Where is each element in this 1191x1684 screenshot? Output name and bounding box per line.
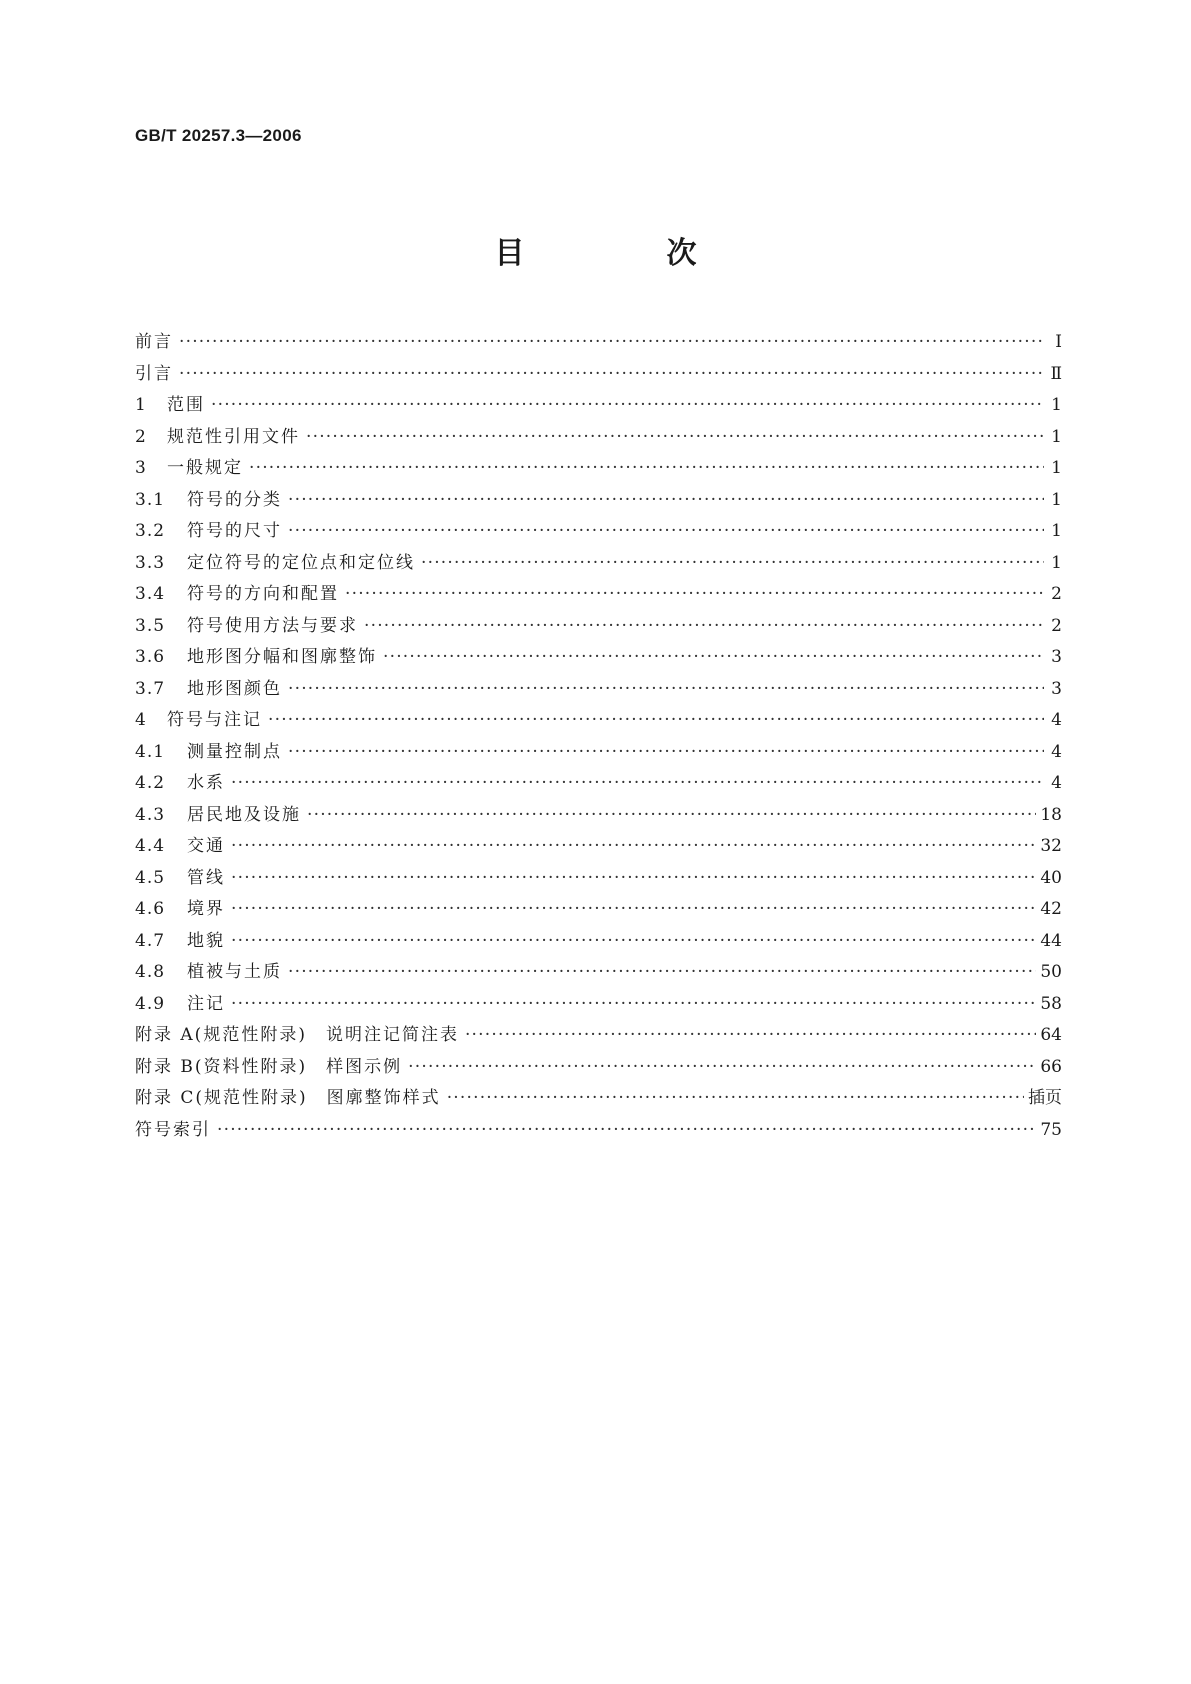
- standard-code: GB/T 20257.3—2006: [135, 126, 302, 145]
- toc-entry-label: [135, 485, 282, 517]
- toc-entry-number: 4.8: [135, 962, 166, 982]
- toc-entry-title: 附录 A(规范性附录) 说明注记简注表: [135, 1025, 459, 1045]
- toc-entry-label: [135, 705, 262, 737]
- toc-entry-page: 40: [1040, 867, 1062, 888]
- table-of-contents: [135, 327, 1062, 1146]
- toc-entry-title: 范围: [167, 395, 205, 415]
- toc-entry-page: 1: [1051, 458, 1062, 478]
- toc-entry-number: 4.4: [135, 836, 166, 856]
- toc-entry-page: 32: [1040, 836, 1062, 856]
- toc-entry-page: Ⅰ: [1055, 332, 1062, 352]
- toc-entry[interactable]: [135, 1115, 1062, 1147]
- toc-entry-label: [135, 831, 225, 863]
- page-title: 目 次: [494, 236, 753, 271]
- toc-dot-leader: [383, 642, 1044, 674]
- toc-entry-page: 58: [1040, 993, 1062, 1014]
- toc-entry-number: 4.1: [135, 741, 166, 762]
- toc-entry-number: 4: [135, 710, 147, 730]
- toc-entry-title: 前言: [135, 332, 173, 352]
- toc-dot-leader: [231, 989, 1036, 1021]
- toc-entry-label: [135, 611, 358, 643]
- toc-dot-leader: [465, 1020, 1036, 1052]
- toc-entry-page: 18: [1040, 804, 1062, 825]
- toc-entry-title: 地形图颜色: [187, 678, 282, 699]
- toc-entry-label: [135, 894, 225, 926]
- toc-entry-label: [135, 737, 282, 769]
- toc-dot-leader: [306, 422, 1044, 454]
- toc-entry-number: 3.3: [135, 552, 166, 573]
- toc-entry[interactable]: [135, 705, 1062, 737]
- toc-entry[interactable]: [135, 390, 1062, 422]
- toc-entry-page: 3: [1051, 647, 1062, 667]
- toc-entry-label: [135, 1052, 402, 1084]
- toc-entry-number: 3.5: [135, 615, 166, 636]
- toc-entry-number: 4.5: [135, 867, 166, 888]
- toc-entry-title: 规范性引用文件: [167, 426, 300, 447]
- toc-entry-title: 境界: [187, 899, 225, 919]
- toc-dot-leader: [288, 737, 1044, 769]
- toc-entry-page: 75: [1040, 1119, 1062, 1140]
- toc-entry[interactable]: [135, 863, 1062, 895]
- toc-entry[interactable]: [135, 1052, 1062, 1084]
- toc-entry-title: 符号的方向和配置: [187, 584, 339, 604]
- toc-entry-title: 符号索引: [135, 1119, 211, 1140]
- toc-entry-label: [135, 516, 282, 548]
- toc-entry-label: [135, 579, 339, 611]
- toc-entry[interactable]: [135, 926, 1062, 958]
- toc-entry-title: 一般规定: [167, 458, 243, 478]
- toc-entry-label: [135, 957, 282, 989]
- toc-entry[interactable]: [135, 548, 1062, 580]
- toc-entry-page: Ⅱ: [1050, 363, 1062, 384]
- toc-entry[interactable]: [135, 768, 1062, 800]
- toc-entry-label: [135, 548, 415, 580]
- toc-entry-number: 3: [135, 458, 147, 478]
- toc-entry-title: 注记: [187, 993, 225, 1014]
- toc-entry-title: 符号使用方法与要求: [187, 615, 358, 636]
- toc-entry-page: 4: [1051, 710, 1062, 730]
- toc-entry-page: 42: [1040, 899, 1062, 919]
- toc-entry-label: [135, 989, 225, 1021]
- toc-dot-leader: [217, 1115, 1036, 1147]
- toc-dot-leader: [249, 453, 1044, 485]
- toc-dot-leader: [288, 957, 1036, 989]
- toc-entry[interactable]: [135, 642, 1062, 674]
- toc-entry-page: 64: [1040, 1025, 1062, 1045]
- toc-entry-number: 2: [135, 426, 147, 447]
- toc-entry[interactable]: [135, 1083, 1062, 1115]
- toc-dot-leader: [288, 674, 1044, 706]
- toc-entry-label: [135, 1083, 441, 1115]
- toc-dot-leader: [231, 831, 1036, 863]
- toc-dot-leader: [307, 800, 1036, 832]
- toc-dot-leader: [345, 579, 1044, 611]
- toc-entry-label: [135, 768, 225, 800]
- toc-entry[interactable]: [135, 485, 1062, 517]
- toc-entry[interactable]: [135, 516, 1062, 548]
- toc-dot-leader: [268, 705, 1044, 737]
- toc-entry-label: [135, 453, 243, 485]
- toc-entry-page: 50: [1040, 962, 1062, 982]
- toc-entry-page: 1: [1051, 489, 1062, 510]
- toc-entry-title: 定位符号的定位点和定位线: [187, 552, 415, 573]
- toc-entry-page: 2: [1051, 584, 1062, 604]
- toc-dot-leader: [231, 863, 1036, 895]
- toc-entry-page: 1: [1051, 395, 1062, 415]
- toc-dot-leader: [408, 1052, 1036, 1084]
- toc-entry-number: 4.6: [135, 899, 166, 919]
- toc-entry-label: [135, 327, 173, 359]
- toc-entry-number: 3.4: [135, 584, 166, 604]
- toc-dot-leader: [288, 516, 1044, 548]
- toc-entry-page: 44: [1040, 930, 1062, 951]
- toc-entry-number: 4.9: [135, 993, 166, 1014]
- toc-dot-leader: [231, 894, 1036, 926]
- toc-entry[interactable]: [135, 831, 1062, 863]
- toc-entry-title: 居民地及设施: [187, 804, 301, 825]
- toc-entry[interactable]: [135, 894, 1062, 926]
- toc-entry-title: 符号的尺寸: [187, 521, 282, 541]
- toc-entry-label: [135, 800, 301, 832]
- toc-dot-leader: [421, 548, 1044, 580]
- toc-entry-page: 1: [1051, 521, 1062, 541]
- toc-dot-leader: [447, 1083, 1024, 1115]
- toc-entry-number: 4.3: [135, 804, 166, 825]
- toc-entry-title: 附录 B(资料性附录) 样图示例: [135, 1056, 403, 1077]
- toc-entry-label: [135, 642, 377, 674]
- toc-entry-page: 1: [1051, 426, 1062, 447]
- toc-entry-title: 符号与注记: [167, 710, 262, 730]
- toc-entry-page: 4: [1051, 741, 1062, 762]
- toc-entry-title: 地貌: [187, 930, 225, 951]
- toc-entry-number: 1: [135, 395, 147, 415]
- toc-entry-label: [135, 1115, 211, 1147]
- toc-entry-number: 3.7: [135, 678, 166, 699]
- toc-entry-number: 3.2: [135, 521, 166, 541]
- toc-dot-leader: [288, 485, 1044, 517]
- toc-entry-label: [135, 422, 300, 454]
- toc-entry-number: 3.6: [135, 647, 166, 667]
- toc-entry-title: 地形图分幅和图廓整饰: [187, 647, 377, 667]
- toc-entry[interactable]: [135, 957, 1062, 989]
- toc-entry-label: [135, 674, 282, 706]
- toc-entry-title: 附录 C(规范性附录) 图廓整饰样式: [135, 1088, 441, 1108]
- toc-entry-page: 插页: [1028, 1088, 1062, 1108]
- toc-entry[interactable]: [135, 989, 1062, 1021]
- toc-entry-title: 引言: [135, 363, 173, 384]
- toc-entry[interactable]: [135, 359, 1062, 391]
- toc-dot-leader: [231, 926, 1036, 958]
- toc-dot-leader: [179, 359, 1044, 391]
- toc-entry-page: 1: [1051, 552, 1062, 573]
- toc-entry-page: 3: [1051, 678, 1062, 699]
- toc-entry-title: 管线: [187, 867, 225, 888]
- toc-entry-title: 符号的分类: [187, 489, 282, 510]
- toc-dot-leader: [231, 768, 1044, 800]
- toc-entry[interactable]: [135, 1020, 1062, 1052]
- toc-dot-leader: [179, 327, 1044, 359]
- toc-entry-page: 2: [1051, 615, 1062, 636]
- toc-entry-number: 4.7: [135, 930, 166, 951]
- toc-entry-title: 植被与土质: [187, 962, 282, 982]
- toc-entry[interactable]: [135, 327, 1062, 359]
- toc-entry-label: [135, 390, 205, 422]
- toc-entry-title: 交通: [187, 836, 225, 856]
- toc-entry[interactable]: [135, 579, 1062, 611]
- toc-entry-label: [135, 1020, 459, 1052]
- toc-entry[interactable]: [135, 800, 1062, 832]
- toc-dot-leader: [211, 390, 1044, 422]
- toc-entry-title: 水系: [187, 773, 225, 793]
- toc-entry-number: 3.1: [135, 489, 166, 510]
- toc-entry-number: 4.2: [135, 773, 166, 793]
- toc-entry-label: [135, 359, 173, 391]
- toc-entry-page: 66: [1040, 1056, 1062, 1077]
- toc-entry-label: [135, 863, 225, 895]
- toc-entry-page: 4: [1051, 773, 1062, 793]
- toc-entry[interactable]: [135, 422, 1062, 454]
- toc-entry-label: [135, 926, 225, 958]
- toc-entry-title: 测量控制点: [187, 741, 282, 762]
- toc-entry[interactable]: [135, 611, 1062, 643]
- toc-dot-leader: [364, 611, 1044, 643]
- toc-entry[interactable]: [135, 737, 1062, 769]
- toc-entry[interactable]: [135, 453, 1062, 485]
- toc-entry[interactable]: [135, 674, 1062, 706]
